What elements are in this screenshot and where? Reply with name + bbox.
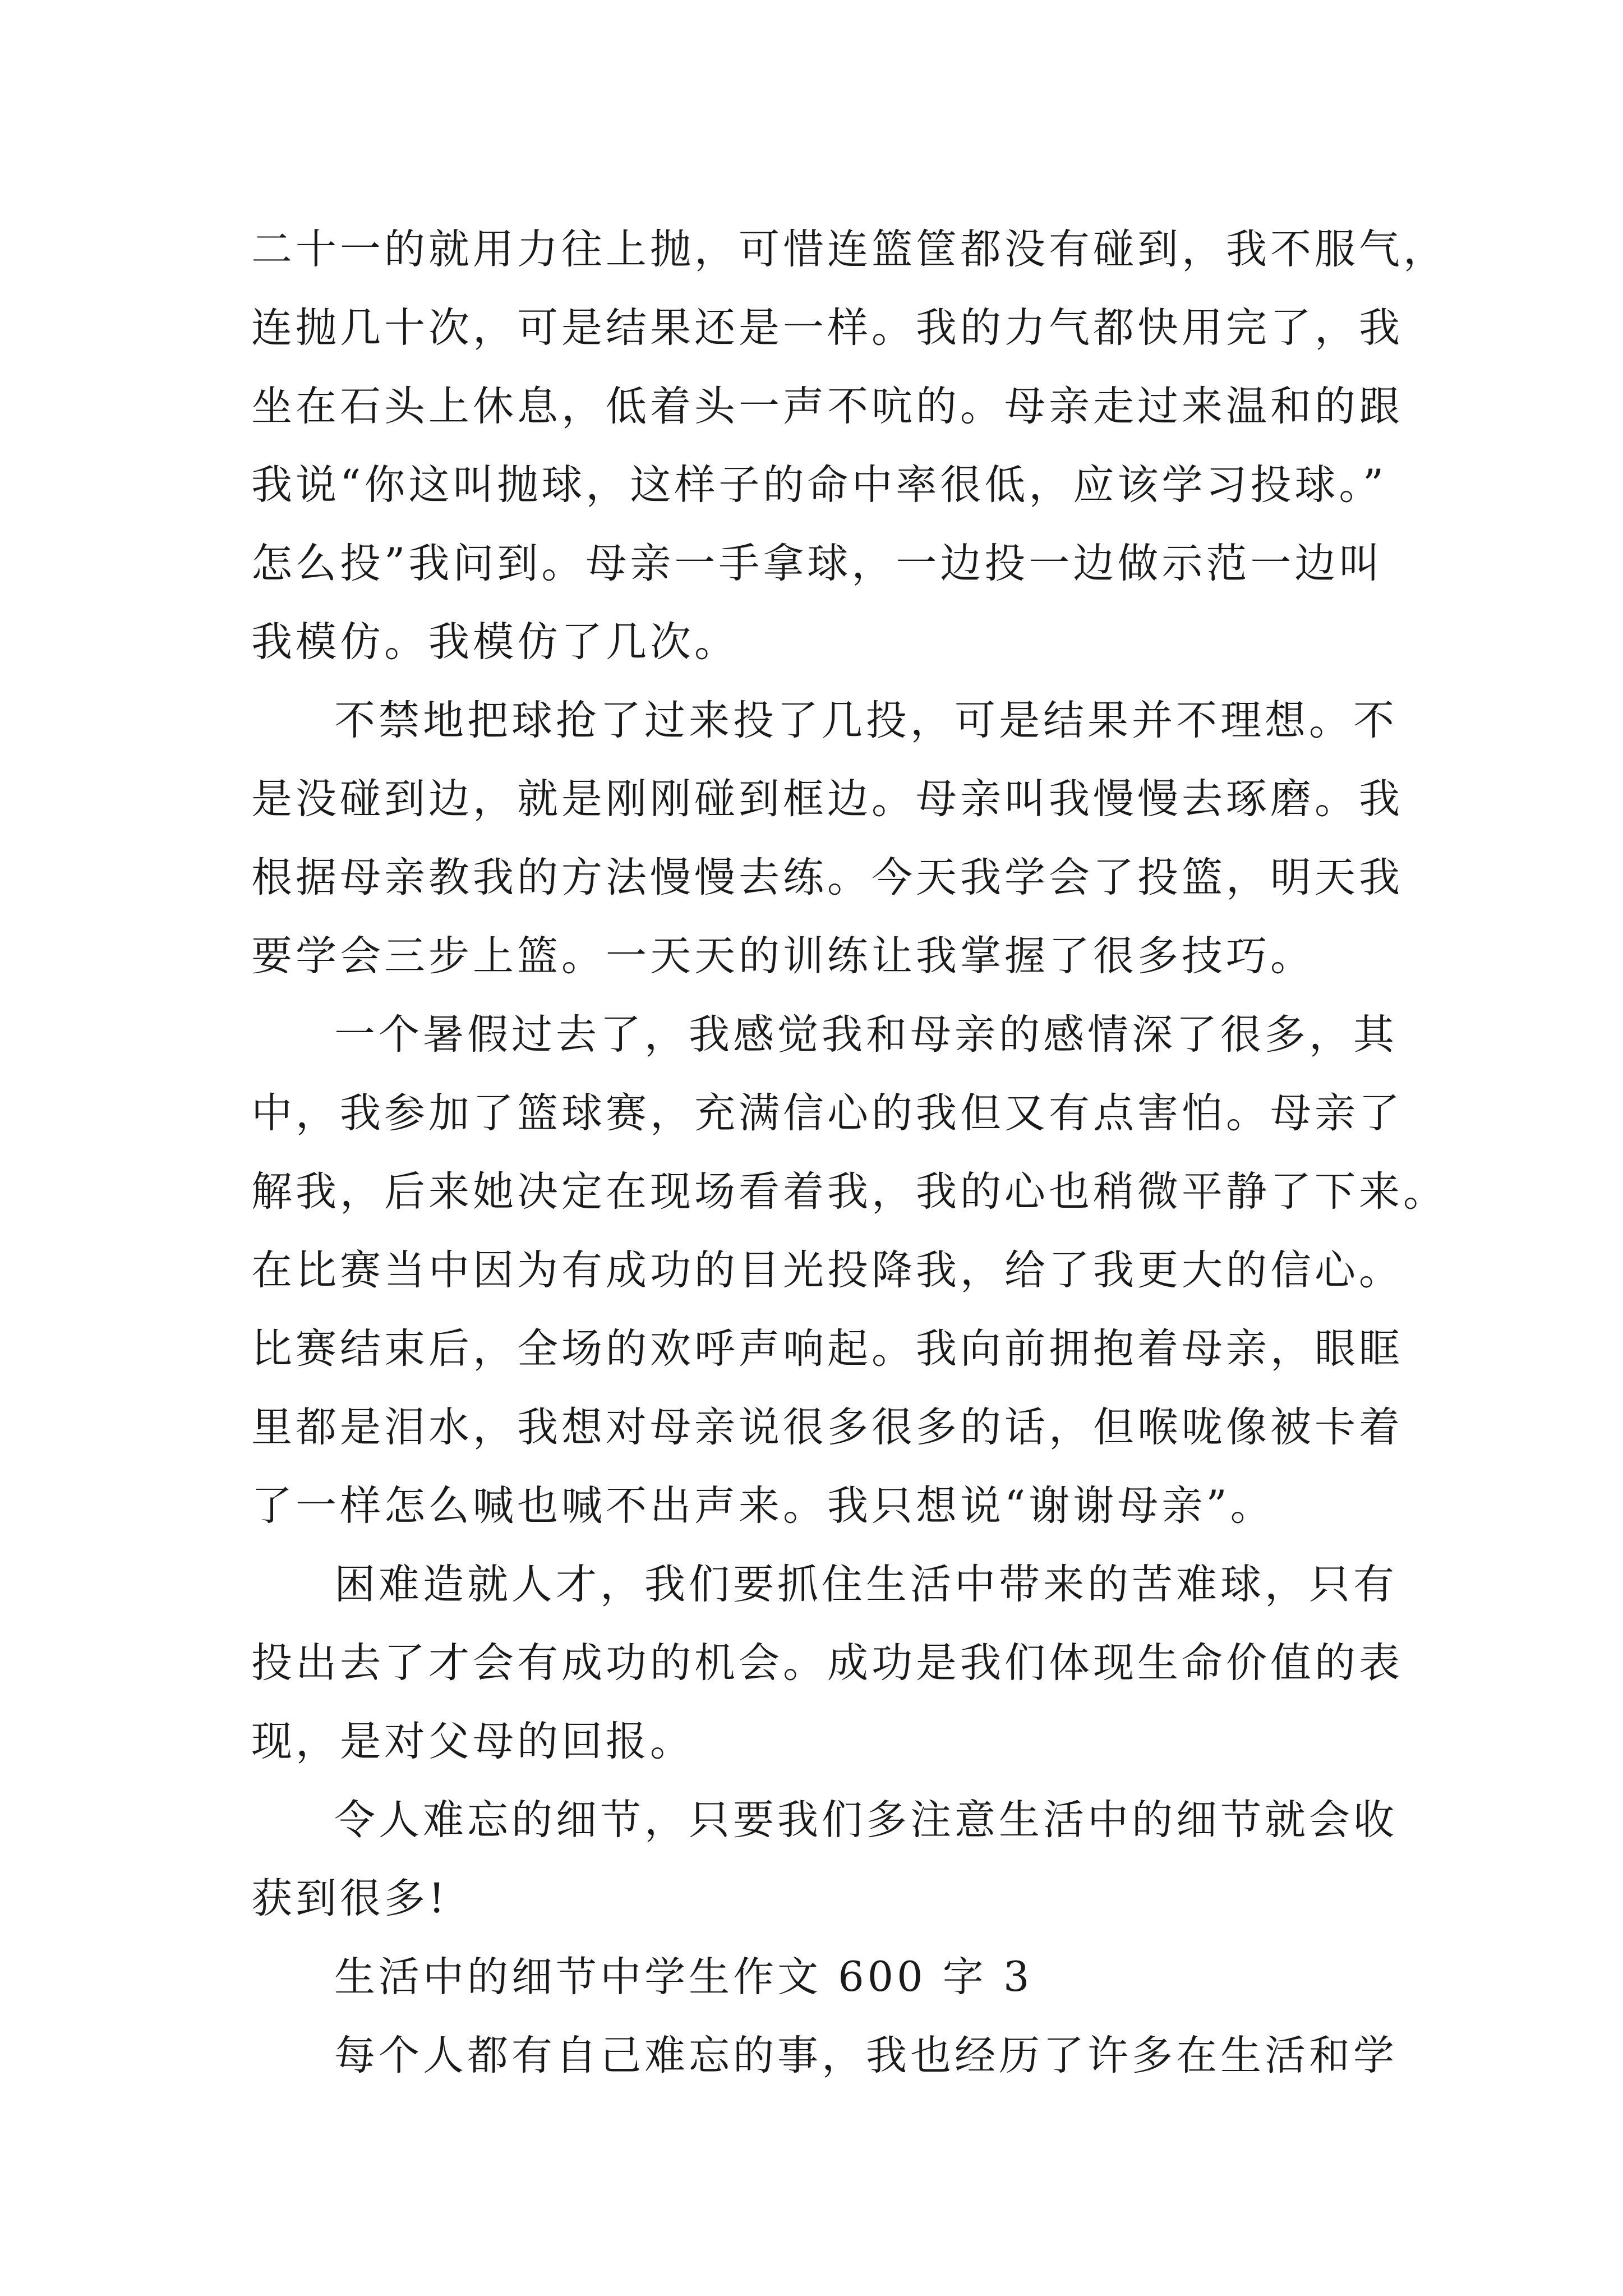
text-line: 怎么投”我问到。母亲一手拿球，一边投一边做示范一边叫 [251,540,1384,587]
text-line: 获到很多! [251,1875,449,1922]
text-line: 在比赛当中因为有成功的目光投降我，给了我更大的信心。 [251,1246,1403,1294]
text-line: 我模仿。我模仿了几次。 [251,618,739,666]
text-line: 要学会三步上篮。一天天的训练让我掌握了很多技巧。 [251,932,1315,980]
text-line: 比赛结束后，全场的欢呼声响起。我向前拥抱着母亲，眼眶 [251,1325,1403,1373]
text-line: 根据母亲教我的方法慢慢去练。今天我学会了投篮，明天我 [251,854,1403,901]
text-line: 生活中的细节中学生作文 600 字 3 [334,1953,1033,2001]
text-line: 我说“你这叫抛球，这样子的命中率很低，应该学习投球。” [251,461,1387,509]
text-line: 解我，后来她决定在现场看着我，我的心也稍微平静了下来。 [251,1168,1447,1216]
text-line: 连抛几十次，可是结果还是一样。我的力气都快用完了，我 [251,304,1403,352]
text-line: 坐在石头上休息，低着头一声不吭的。母亲走过来温和的跟 [251,383,1403,430]
text-line: 每个人都有自己难忘的事，我也经历了许多在生活和学 [334,2032,1398,2079]
text-line: 里都是泪水，我想对母亲说很多很多的话，但喉咙像被卡着 [251,1404,1403,1451]
text-line: 了一样怎么喊也喊不出声来。我只想说“谢谢母亲”。 [251,1482,1275,1530]
text-line: 二十一的就用力往上抛，可惜连篮筐都没有碰到，我不服气， [251,226,1447,273]
text-line: 投出去了才会有成功的机会。成功是我们体现生命价值的表 [251,1639,1403,1687]
document-body [251,210,1447,2095]
text-line: 不禁地把球抢了过来投了几投，可是结果并不理想。不 [334,697,1398,744]
text-line: 一个暑假过去了，我感觉我和母亲的感情深了很多，其 [334,1011,1398,1059]
text-line: 中，我参加了篮球赛，充满信心的我但又有点害怕。母亲了 [251,1089,1403,1137]
text-line: 困难造就人才，我们要抓住生活中带来的苦难球，只有 [334,1561,1398,1608]
text-line: 是没碰到边，就是刚刚碰到框边。母亲叫我慢慢去琢磨。我 [251,775,1403,823]
text-line: 现，是对父母的回报。 [251,1718,694,1765]
text-line: 令人难忘的细节，只要我们多注意生活中的细节就会收 [334,1796,1398,1844]
